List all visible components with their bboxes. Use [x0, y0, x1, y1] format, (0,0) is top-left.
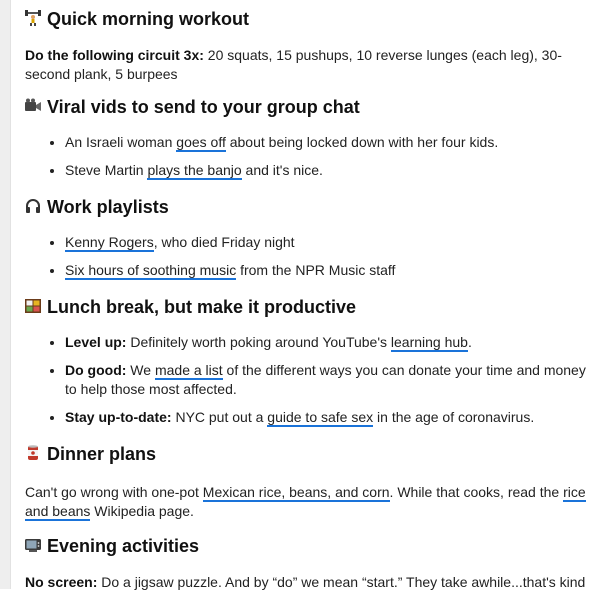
learning-hub-link[interactable]: learning hub — [390, 334, 468, 350]
video-camera-icon — [25, 98, 41, 114]
list-item — [65, 233, 600, 252]
item-text: about being locked down with her four kids. — [225, 134, 499, 150]
soothing-music-link[interactable]: Six hours of soothing music — [65, 262, 237, 278]
goes-off-link[interactable]: goes off — [176, 134, 226, 150]
headphones-icon — [25, 198, 41, 214]
playlists-list — [25, 233, 600, 280]
viral-list — [25, 133, 600, 180]
list-item — [65, 408, 600, 427]
item-text: . — [467, 334, 472, 350]
lunch-list — [25, 333, 600, 427]
item-lead: Do good: — [65, 362, 127, 378]
left-gutter — [0, 0, 11, 589]
heading-viral — [25, 96, 600, 118]
canned-food-icon — [25, 445, 41, 461]
evening-paragraph — [25, 573, 600, 592]
item-text: , who died Friday night — [153, 234, 295, 250]
item-text: Steve Martin — [65, 162, 148, 178]
heading-dinner-text: Dinner plans — [47, 444, 157, 464]
plays-banjo-link[interactable]: plays the banjo — [147, 162, 242, 178]
dinner-text: . While that cooks, read the — [389, 484, 564, 500]
dinner-text: Wikipedia page. — [90, 503, 194, 519]
item-text: of the different ways you can donate your time and money to help those most affected. — [65, 362, 586, 397]
list-item — [65, 133, 600, 152]
heading-workout-text: Quick morning workout — [47, 9, 250, 29]
weightlifter-icon — [25, 10, 41, 26]
dinner-paragraph — [25, 483, 600, 521]
item-lead: Stay up-to-date: — [65, 409, 172, 425]
heading-playlists — [25, 196, 600, 218]
item-text: An Israeli woman — [65, 134, 177, 150]
bento-box-icon — [25, 298, 41, 314]
heading-lunch — [25, 296, 600, 318]
dinner-text: Can't go wrong with one-pot — [25, 484, 203, 500]
heading-viral-text: Viral vids to send to your group chat — [47, 97, 360, 117]
item-text: Definitely worth poking around YouTube's — [126, 334, 391, 350]
heading-playlists-text: Work playlists — [47, 197, 169, 217]
heading-lunch-text: Lunch break, but make it productive — [47, 297, 357, 317]
item-text: We — [126, 362, 155, 378]
item-text: NYC put out a — [171, 409, 268, 425]
workout-text: 20 squats, 15 pushups, 10 reverse lunges (each leg), 30-second plank, 5 burpees — [25, 47, 562, 82]
list-item — [65, 333, 600, 352]
made-a-list-link[interactable]: made a list — [154, 362, 223, 378]
safe-sex-guide-link[interactable]: guide to safe sex — [267, 409, 374, 425]
item-lead: Level up: — [65, 334, 127, 350]
article-body — [25, 8, 600, 592]
mexican-rice-link[interactable]: Mexican rice, beans, and corn — [202, 484, 390, 500]
list-item — [65, 361, 600, 399]
kenny-rogers-link[interactable]: Kenny Rogers — [65, 234, 154, 250]
evening-lead: No screen: — [25, 574, 98, 590]
list-item — [65, 161, 600, 180]
heading-evening-text: Evening activities — [47, 536, 200, 556]
item-text: from the NPR Music staff — [236, 262, 396, 278]
heading-evening — [25, 535, 600, 557]
evening-text: Do a jigsaw puzzle. And by “do” we mean “start.” They take awhile...that's kind — [97, 574, 586, 590]
item-text: in the age of coronavirus. — [373, 409, 535, 425]
television-icon — [25, 537, 41, 553]
workout-paragraph — [25, 46, 600, 84]
rice-and-beans-link[interactable]: rice and beans — [25, 484, 586, 519]
workout-lead: Do the following circuit 3x: — [25, 47, 204, 63]
list-item — [65, 261, 600, 280]
heading-workout — [25, 8, 600, 30]
item-text: and it's nice. — [241, 162, 323, 178]
heading-dinner — [25, 443, 600, 465]
